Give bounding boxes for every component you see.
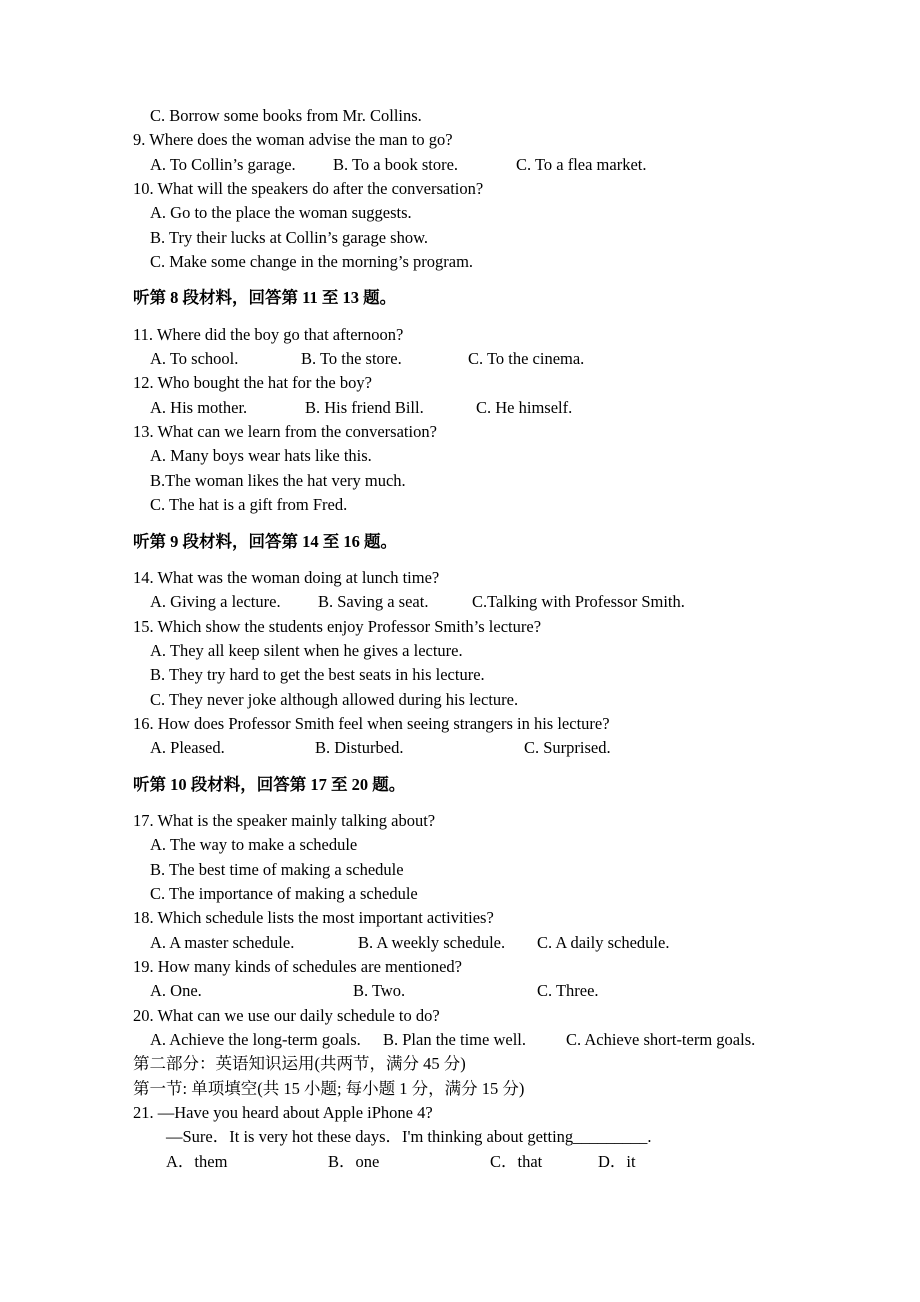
option-text: C. Achieve short-term goals. (566, 1030, 756, 1050)
option-line: C. Borrow some books from Mr. Collins. (150, 106, 422, 125)
option-line: C. The importance of making a schedule (150, 883, 418, 903)
options-row (133, 979, 880, 1003)
dialog-line: —Sure．It is very hot these days．I'm thinking about getting_________. (166, 1127, 652, 1147)
option-text: A. To Collin’s garage. (150, 154, 296, 174)
question-line: 20. What can we use our daily schedule to do? (133, 1005, 440, 1025)
option-text: A．them (166, 1151, 228, 1171)
question-line: 16. How does Professor Smith feel when seeing strangers in his lecture? (133, 713, 610, 733)
option-line: C. Make some change in the morning’s program. (150, 252, 474, 272)
option-line: A. They all keep silent when he gives a lecture. (150, 640, 463, 660)
option-text: A. Pleased. (150, 738, 225, 758)
question-line: 19. How many kinds of schedules are mentioned? (133, 957, 463, 976)
question-line: 第一节: 单项填空(共 15 小题; 每小题 1 分，满分 15 分) (133, 1078, 525, 1098)
options-row (133, 1150, 880, 1174)
option-text: B. His friend Bill. (305, 397, 424, 417)
option-line: A. The way to make a schedule (150, 835, 358, 855)
option-text: D．it (598, 1151, 636, 1171)
option-text: C. To the cinema. (468, 349, 585, 369)
options-row (133, 931, 880, 955)
option-line: B. They try hard to get the best seats in his lecture. (150, 665, 485, 685)
options-row (133, 1028, 880, 1052)
option-text: B. To a book store. (333, 154, 459, 174)
section-header: 听第 9 段材料，回答第 14 至 16 题。 (133, 531, 397, 551)
option-text: B. Disturbed. (315, 738, 404, 758)
question-line: 11. Where did the boy go that afternoon? (133, 324, 404, 344)
option-line: A. Many boys wear hats like this. (150, 446, 372, 466)
option-text: B. To the store. (301, 349, 402, 369)
option-text: A. Achieve the long-term goals. (150, 1030, 361, 1050)
option-text: B. Two. (353, 981, 406, 1001)
option-text: B．one (328, 1151, 380, 1171)
options-row (133, 590, 880, 614)
option-line: A. Go to the place the woman suggests. (150, 203, 412, 223)
option-text: A. One. (150, 981, 202, 1001)
option-line: B.The woman likes the hat very much. (150, 470, 406, 490)
question-line: 13. What can we learn from the conversation? (133, 422, 437, 442)
option-text: B. A weekly schedule. (358, 932, 506, 952)
option-text: A. Giving a lecture. (150, 592, 281, 612)
question-line: 9. Where does the woman advise the man to go? (133, 130, 453, 150)
section-header: 听第 10 段材料，回答第 17 至 20 题。 (133, 774, 406, 794)
option-line: C. The hat is a gift from Fred. (150, 495, 348, 515)
options-row (133, 153, 880, 177)
option-text: B. Saving a seat. (318, 592, 429, 612)
option-text: C．that (490, 1151, 543, 1171)
option-text: C.Talking with Professor Smith. (472, 592, 685, 612)
document-body (133, 104, 880, 1174)
option-text: C. Surprised. (524, 738, 611, 758)
option-line: C. They never joke although allowed during his lecture. (150, 689, 519, 709)
question-line: 17. What is the speaker mainly talking about? (133, 810, 436, 830)
option-text: C. To a flea market. (516, 154, 647, 174)
option-text: C. A daily schedule. (537, 932, 670, 952)
options-row (133, 347, 880, 371)
option-text: A. His mother. (150, 397, 248, 417)
options-row (133, 736, 880, 760)
option-text: B. Plan the time well. (383, 1030, 526, 1050)
question-line: 18. Which schedule lists the most important activities? (133, 908, 494, 928)
options-row (133, 396, 880, 420)
option-text: C. He himself. (476, 397, 573, 417)
section-header: 听第 8 段材料，回答第 11 至 13 题。 (133, 288, 397, 308)
option-line: B. The best time of making a schedule (150, 859, 404, 879)
option-line: B. Try their lucks at Collin’s garage show. (150, 227, 429, 247)
question-line: 12. Who bought the hat for the boy? (133, 373, 372, 393)
question-line: 第二部分：英语知识运用(共两节，满分 45 分) (133, 1054, 466, 1074)
option-text: C. Three. (537, 981, 599, 1001)
question-line: 10. What will the speakers do after the conversation? (133, 179, 484, 199)
question-line: 21. —Have you heard about Apple iPhone 4? (133, 1103, 433, 1123)
option-text: A. To school. (150, 349, 239, 369)
question-line: 15. Which show the students enjoy Professor Smith’s lecture? (133, 616, 542, 636)
question-line: 14. What was the woman doing at lunch time? (133, 567, 440, 587)
option-text: A. A master schedule. (150, 932, 295, 952)
